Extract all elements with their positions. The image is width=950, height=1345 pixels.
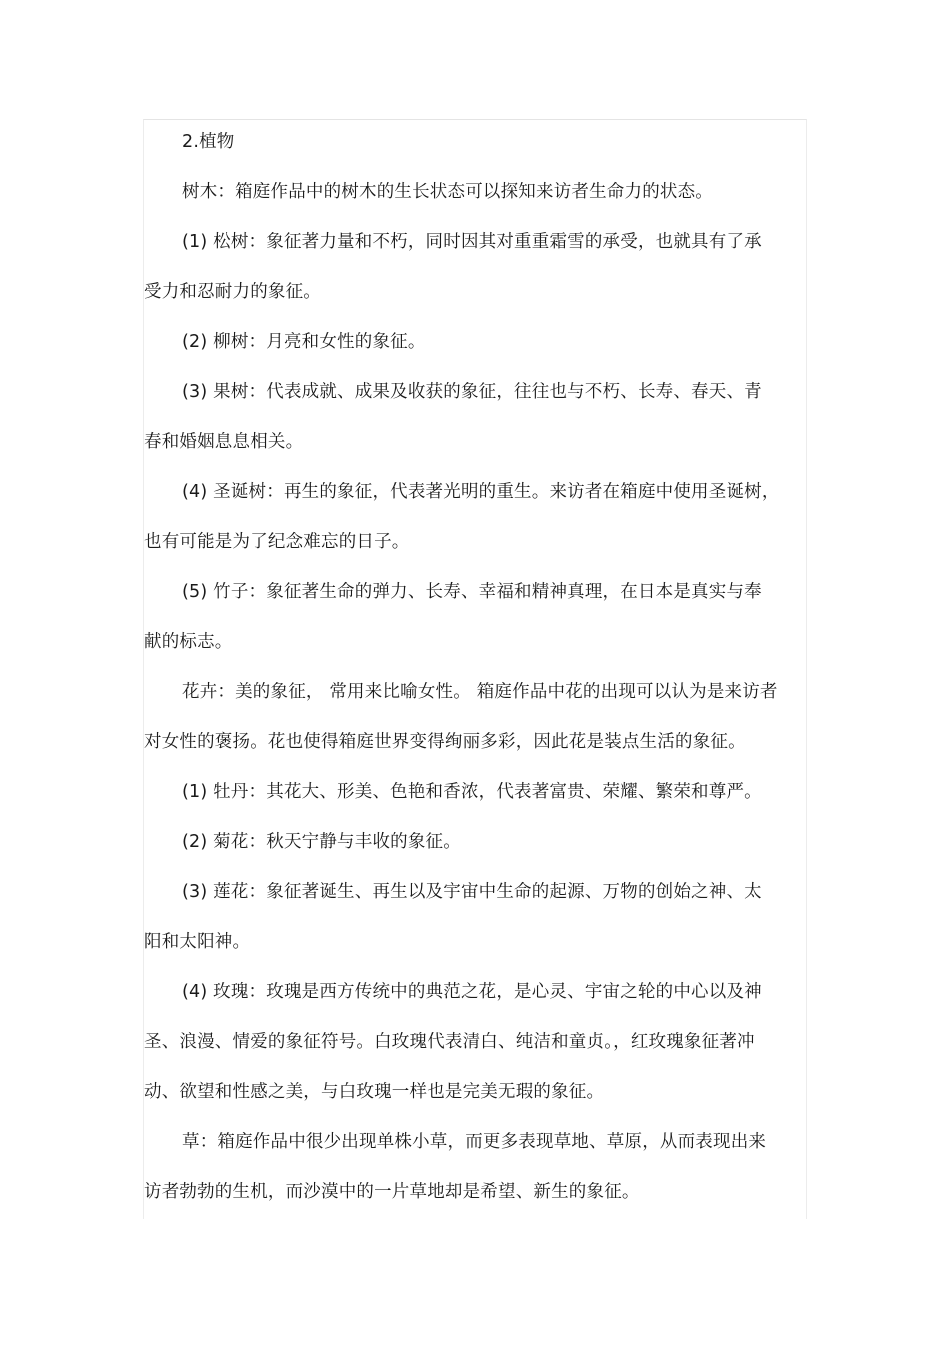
paragraph-line: 访者勃勃的生机，而沙漠中的一片草地却是希望、新生的象征。 <box>144 1182 640 1202</box>
paragraph-line: 圣、浪漫、情爱的象征符号。白玫瑰代表清白、纯洁和童贞。，红玫瑰象征著冲 <box>144 1032 755 1052</box>
paragraph-line: (2) 菊花：秋天宁静与丰收的象征。 <box>182 832 461 852</box>
paragraph-line: (4) 玫瑰：玫瑰是西方传统中的典范之花，是心灵、宇宙之轮的中心以及神 <box>182 982 762 1002</box>
paragraph-line: 受力和忍耐力的象征。 <box>144 282 321 302</box>
paragraph-line: 花卉：美的象征， 常用来比喻女性。 箱庭作品中花的出现可以认为是来访者 <box>182 682 778 702</box>
paragraph-line: 草：箱庭作品中很少出现单株小草，而更多表现草地、草原，从而表现出来 <box>182 1132 767 1152</box>
paragraph-line: 对女性的褒扬。花也使得箱庭世界变得绚丽多彩，因此花是装点生活的象征。 <box>144 732 746 752</box>
paragraph-line: 树木：箱庭作品中的树木的生长状态可以探知来访者生命力的状态。 <box>182 182 713 202</box>
paragraph-line: (1) 松树：象征著力量和不朽，同时因其对重重霜雪的承受，也就具有了承 <box>182 232 762 252</box>
section-heading: 2.植物 <box>182 132 235 152</box>
paragraph-line: (2) 柳树：月亮和女性的象征。 <box>182 332 426 352</box>
paragraph-line: (1) 牡丹：其花大、形美、色艳和香浓，代表著富贵、荣耀、繁荣和尊严。 <box>182 782 762 802</box>
paragraph-line: 阳和太阳神。 <box>144 932 251 952</box>
paragraph-line: 也有可能是为了纪念难忘的日子。 <box>144 532 410 552</box>
paragraph-line: (3) 莲花：象征著诞生、再生以及宇宙中生命的起源、万物的创始之神、太 <box>182 882 762 902</box>
paragraph-line: 春和婚姻息息相关。 <box>144 432 304 452</box>
paragraph-line: 献的标志。 <box>144 632 233 652</box>
paragraph-line: (5) 竹子：象征著生命的弹力、长寿、幸福和精神真理，在日本是真实与奉 <box>182 582 762 602</box>
paragraph-line: 动、欲望和性感之美，与白玫瑰一样也是完美无瑕的象征。 <box>144 1082 605 1102</box>
paragraph-line: (4) 圣诞树：再生的象征，代表著光明的重生。来访者在箱庭中使用圣诞树， <box>182 482 780 502</box>
paragraph-line: (3) 果树：代表成就、成果及收获的象征，往往也与不朽、长寿、春天、青 <box>182 382 762 402</box>
